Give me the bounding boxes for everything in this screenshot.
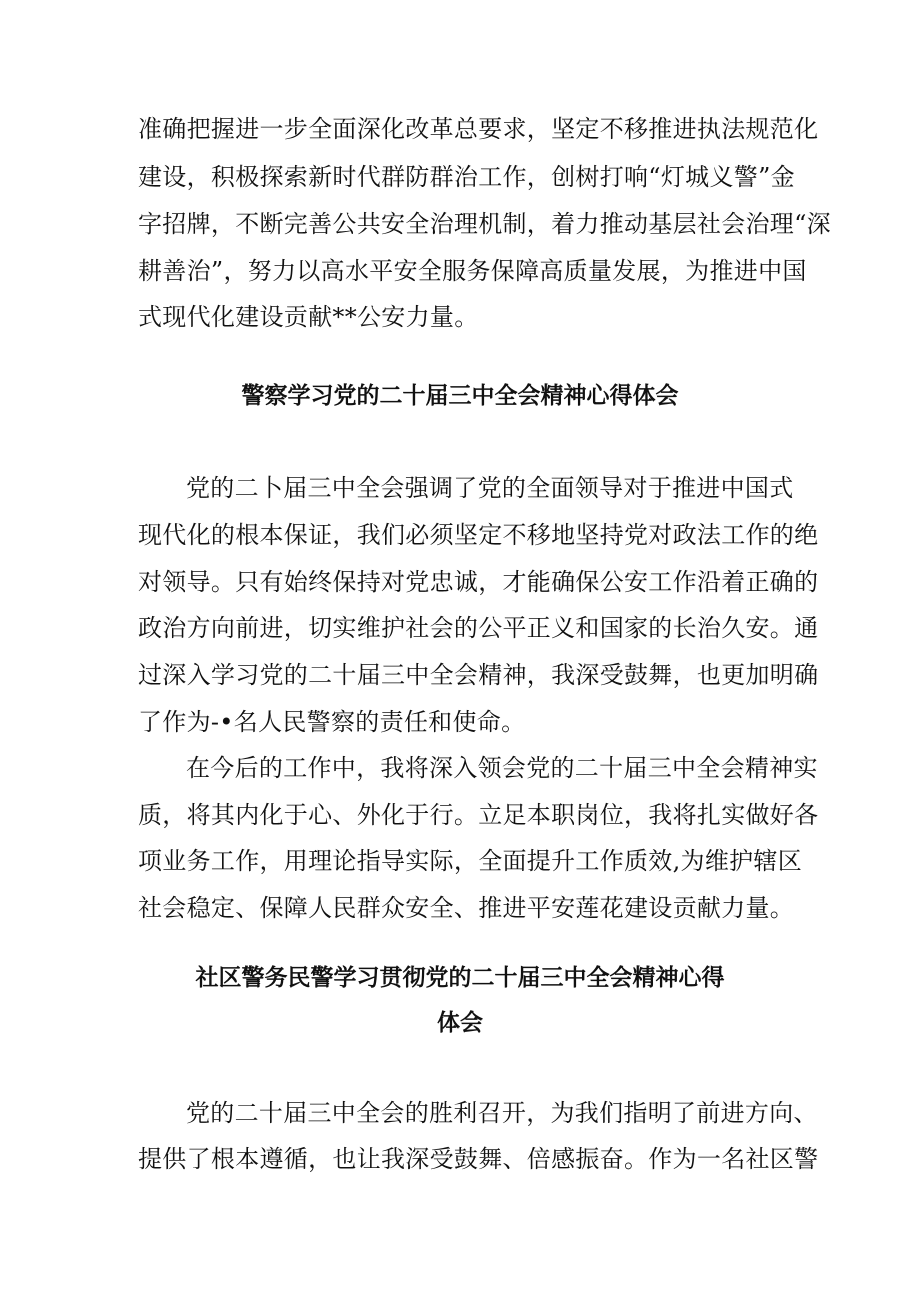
paragraph-line: 现代化的根本保证，我们必须坚定不移地坚持党对政法工作的绝	[138, 521, 819, 549]
paragraph-line: 准确把握进一步全面深化改革总要求，坚定不移推进执法规范化	[138, 115, 819, 143]
paragraph-line: 耕善治”，努力以高水平安全服务保障高质量发展，为推进中国	[138, 257, 807, 285]
section-title: 警察学习党的二十届三中全会精神心得体会	[241, 383, 679, 409]
paragraph-line: 过深入学习党的二十届三中全会精神，我深受鼓舞，也更加明确	[138, 661, 819, 689]
section-title: 社区警务民警学习贯彻党的二十届三中全会精神心得	[195, 965, 725, 991]
paragraph-line: 社会稳定、保障人民群众安全、推进平安莲花建设贡献力量。	[138, 894, 795, 922]
paragraph-line: 政治方向前进，切实维护社会的公平正义和国家的长治久安。通	[138, 614, 819, 642]
paragraph-line: 式现代化建设贡献**公安力量。	[138, 303, 479, 331]
paragraph-line: 质，将其内化于心、外化于行。立足本职岗位，我将扎实做好各	[138, 801, 819, 829]
paragraph-line: 字招牌，不断完善公共安全治理机制，着力推动基层社会治理“深	[138, 210, 831, 238]
paragraph-line: 对领导。只有始终保持对党忠诚，才能确保公安工作沿着正确的	[138, 568, 819, 596]
section-title-continued: 体会	[437, 1010, 483, 1036]
paragraph-line: 项业务工作，用理论指导实际，全面提升工作质效,为维护辖区	[138, 847, 803, 875]
paragraph-line: 了作为-•名人民警察的责任和使命。	[138, 708, 526, 736]
paragraph-line: 建设，积极探索新时代群防群治工作，创树打响“灯城义警”金	[138, 163, 795, 191]
paragraph-line: 党的二卜届三中全会强调了党的全面领导对于推进中国式	[186, 474, 794, 502]
paragraph-line: 党的二十届三中全会的胜利召开，为我们指明了前进方向、	[186, 1099, 818, 1127]
paragraph-line: 提供了根本遵循，也让我深受鼓舞、倍感振奋。作为一名社区警	[138, 1145, 819, 1173]
paragraph-line: 在今后的工作中，我将深入领会党的二十届三中全会精神实	[186, 754, 818, 782]
